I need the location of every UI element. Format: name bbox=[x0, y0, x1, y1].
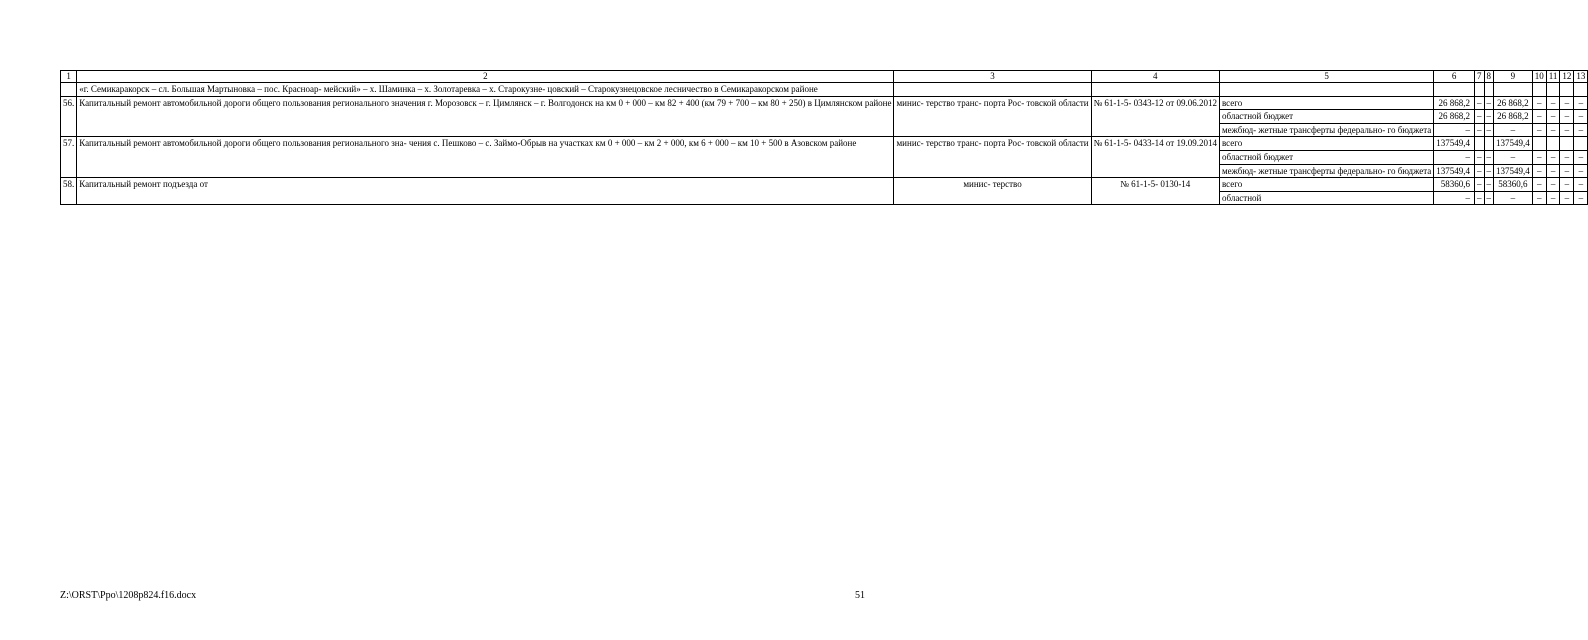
row-number: 56. bbox=[61, 96, 77, 137]
header-cell: 1 bbox=[61, 71, 77, 83]
header-cell: 6 bbox=[1434, 71, 1475, 83]
value-cell: – bbox=[1494, 123, 1533, 137]
funding-source: областной бюджет bbox=[1219, 110, 1433, 124]
value-cell: – bbox=[1484, 150, 1494, 164]
value-cell: – bbox=[1532, 123, 1546, 137]
header-cell: 7 bbox=[1475, 71, 1485, 83]
value-cell: – bbox=[1560, 150, 1574, 164]
row-number: 58. bbox=[61, 178, 77, 205]
value-cell: – bbox=[1560, 164, 1574, 178]
row-number: 57. bbox=[61, 137, 77, 178]
funding-source: всего bbox=[1219, 96, 1433, 110]
value-cell: – bbox=[1484, 164, 1494, 178]
value-cell: – bbox=[1475, 150, 1485, 164]
value-cell: – bbox=[1434, 123, 1475, 137]
value-cell: 137549,4 bbox=[1494, 137, 1533, 151]
value-cell: – bbox=[1574, 191, 1588, 205]
value-cell: 137549,4 bbox=[1434, 164, 1475, 178]
value-cell: – bbox=[1532, 96, 1546, 110]
value-cell bbox=[1484, 137, 1494, 151]
value-cell: – bbox=[1532, 191, 1546, 205]
funding-source: всего bbox=[1219, 137, 1433, 151]
value-cell: – bbox=[1475, 110, 1485, 124]
table-body bbox=[61, 71, 1588, 205]
value-cell: – bbox=[1560, 178, 1574, 192]
row-number bbox=[61, 83, 77, 97]
value-cell bbox=[1475, 137, 1485, 151]
value-cell: 137549,4 bbox=[1434, 137, 1475, 151]
table-row bbox=[61, 178, 1588, 192]
value-cell: – bbox=[1574, 110, 1588, 124]
value-cell: – bbox=[1475, 123, 1485, 137]
file-path: Z:\ORST\Ppo\1208p824.f16.docx bbox=[60, 590, 197, 601]
value-cell: – bbox=[1546, 123, 1560, 137]
value-cell: – bbox=[1434, 150, 1475, 164]
value-cell: – bbox=[1484, 191, 1494, 205]
value-cell: – bbox=[1532, 178, 1546, 192]
value-cell: – bbox=[1560, 96, 1574, 110]
funding-source: областной bbox=[1219, 191, 1433, 205]
value-cell bbox=[1546, 137, 1560, 151]
header-cell: 11 bbox=[1546, 71, 1560, 83]
header-cell: 10 bbox=[1532, 71, 1546, 83]
value-cell: – bbox=[1560, 191, 1574, 205]
value-cell: – bbox=[1494, 191, 1533, 205]
document-ref: № 61-1-5- 0343-12 от 09.06.2012 bbox=[1091, 96, 1219, 137]
value-cell: – bbox=[1574, 178, 1588, 192]
value-cell: 26 868,2 bbox=[1494, 110, 1533, 124]
item-name: Капитальный ремонт автомобильной дороги общего пользования регионального зна- чения с. Пешково – с. Займо-Обрыв на участках км 0 + 000 – км 2 + 000, км 6 + 000 – км 10 + 500 в Азовском районе bbox=[77, 137, 894, 178]
funding-source: всего bbox=[1219, 178, 1433, 192]
header-cell: 5 bbox=[1219, 71, 1433, 83]
responsible-org: минис- терство транс- порта Рос- товской области bbox=[894, 137, 1091, 178]
value-cell: – bbox=[1546, 191, 1560, 205]
budget-table bbox=[60, 70, 1588, 205]
value-cell: – bbox=[1484, 123, 1494, 137]
continuation-row bbox=[61, 83, 1588, 97]
value-cell: – bbox=[1475, 96, 1485, 110]
page-number: 51 bbox=[855, 590, 865, 601]
header-row bbox=[61, 71, 1588, 83]
value-cell: 58360,6 bbox=[1434, 178, 1475, 192]
value-cell: 137549,4 bbox=[1494, 164, 1533, 178]
value-cell: – bbox=[1574, 96, 1588, 110]
value-cell: – bbox=[1546, 164, 1560, 178]
value-cell: – bbox=[1574, 164, 1588, 178]
item-name: Капитальный ремонт автомобильной дороги общего пользования регионального значения г. Морозовск – г. Цимлянск – г. Волгодонск на км 0 + 000 – км 82 + 400 (км 79 + 700 – км 80 + 250) в Цимлянском районе bbox=[77, 96, 894, 137]
value-cell: 26 868,2 bbox=[1434, 110, 1475, 124]
value-cell: – bbox=[1546, 178, 1560, 192]
value-cell: – bbox=[1532, 150, 1546, 164]
value-cell: – bbox=[1484, 96, 1494, 110]
value-cell: – bbox=[1532, 164, 1546, 178]
value-cell bbox=[1560, 137, 1574, 151]
value-cell: – bbox=[1475, 164, 1485, 178]
value-cell: – bbox=[1560, 110, 1574, 124]
value-cell: – bbox=[1434, 191, 1475, 205]
value-cell bbox=[1574, 137, 1588, 151]
value-cell bbox=[1532, 137, 1546, 151]
funding-source: областной бюджет bbox=[1219, 150, 1433, 164]
header-cell: 2 bbox=[77, 71, 894, 83]
item-name: Капитальный ремонт подъезда от bbox=[77, 178, 894, 205]
document-ref: № 61-1-5- 0433-14 от 19.09.2014 bbox=[1091, 137, 1219, 178]
value-cell: – bbox=[1475, 191, 1485, 205]
value-cell: – bbox=[1484, 110, 1494, 124]
header-cell: 4 bbox=[1091, 71, 1219, 83]
value-cell: – bbox=[1546, 150, 1560, 164]
value-cell: – bbox=[1546, 110, 1560, 124]
funding-source: межбюд- жетные трансферты федерально- го бюджета bbox=[1219, 164, 1433, 178]
value-cell: 26 868,2 bbox=[1434, 96, 1475, 110]
responsible-org: минис- терство bbox=[894, 178, 1091, 205]
header-cell: 13 bbox=[1574, 71, 1588, 83]
value-cell: – bbox=[1494, 150, 1533, 164]
funding-source: межбюд- жетные трансферты федерально- го бюджета bbox=[1219, 123, 1433, 137]
value-cell: – bbox=[1560, 123, 1574, 137]
value-cell: – bbox=[1475, 178, 1485, 192]
value-cell: 58360,6 bbox=[1494, 178, 1533, 192]
value-cell: 26 868,2 bbox=[1494, 96, 1533, 110]
table-row bbox=[61, 137, 1588, 151]
value-cell: – bbox=[1532, 110, 1546, 124]
table-row bbox=[61, 96, 1588, 110]
header-cell: 9 bbox=[1494, 71, 1533, 83]
value-cell: – bbox=[1484, 178, 1494, 192]
document-ref: № 61-1-5- 0130-14 bbox=[1091, 178, 1219, 205]
header-cell: 3 bbox=[894, 71, 1091, 83]
value-cell: – bbox=[1574, 123, 1588, 137]
responsible-org: минис- терство транс- порта Рос- товской области bbox=[894, 96, 1091, 137]
value-cell: – bbox=[1546, 96, 1560, 110]
item-name: «г. Семикаракорск – сл. Большая Мартыновка – пос. Краснoар- мейский» – х. Шаминка – х. Золотаревка – х. Старокузне- цовский – Старокузнецовское лесничество в Семикаракорском районе bbox=[77, 83, 894, 97]
header-cell: 8 bbox=[1484, 71, 1494, 83]
value-cell: – bbox=[1574, 150, 1588, 164]
header-cell: 12 bbox=[1560, 71, 1574, 83]
